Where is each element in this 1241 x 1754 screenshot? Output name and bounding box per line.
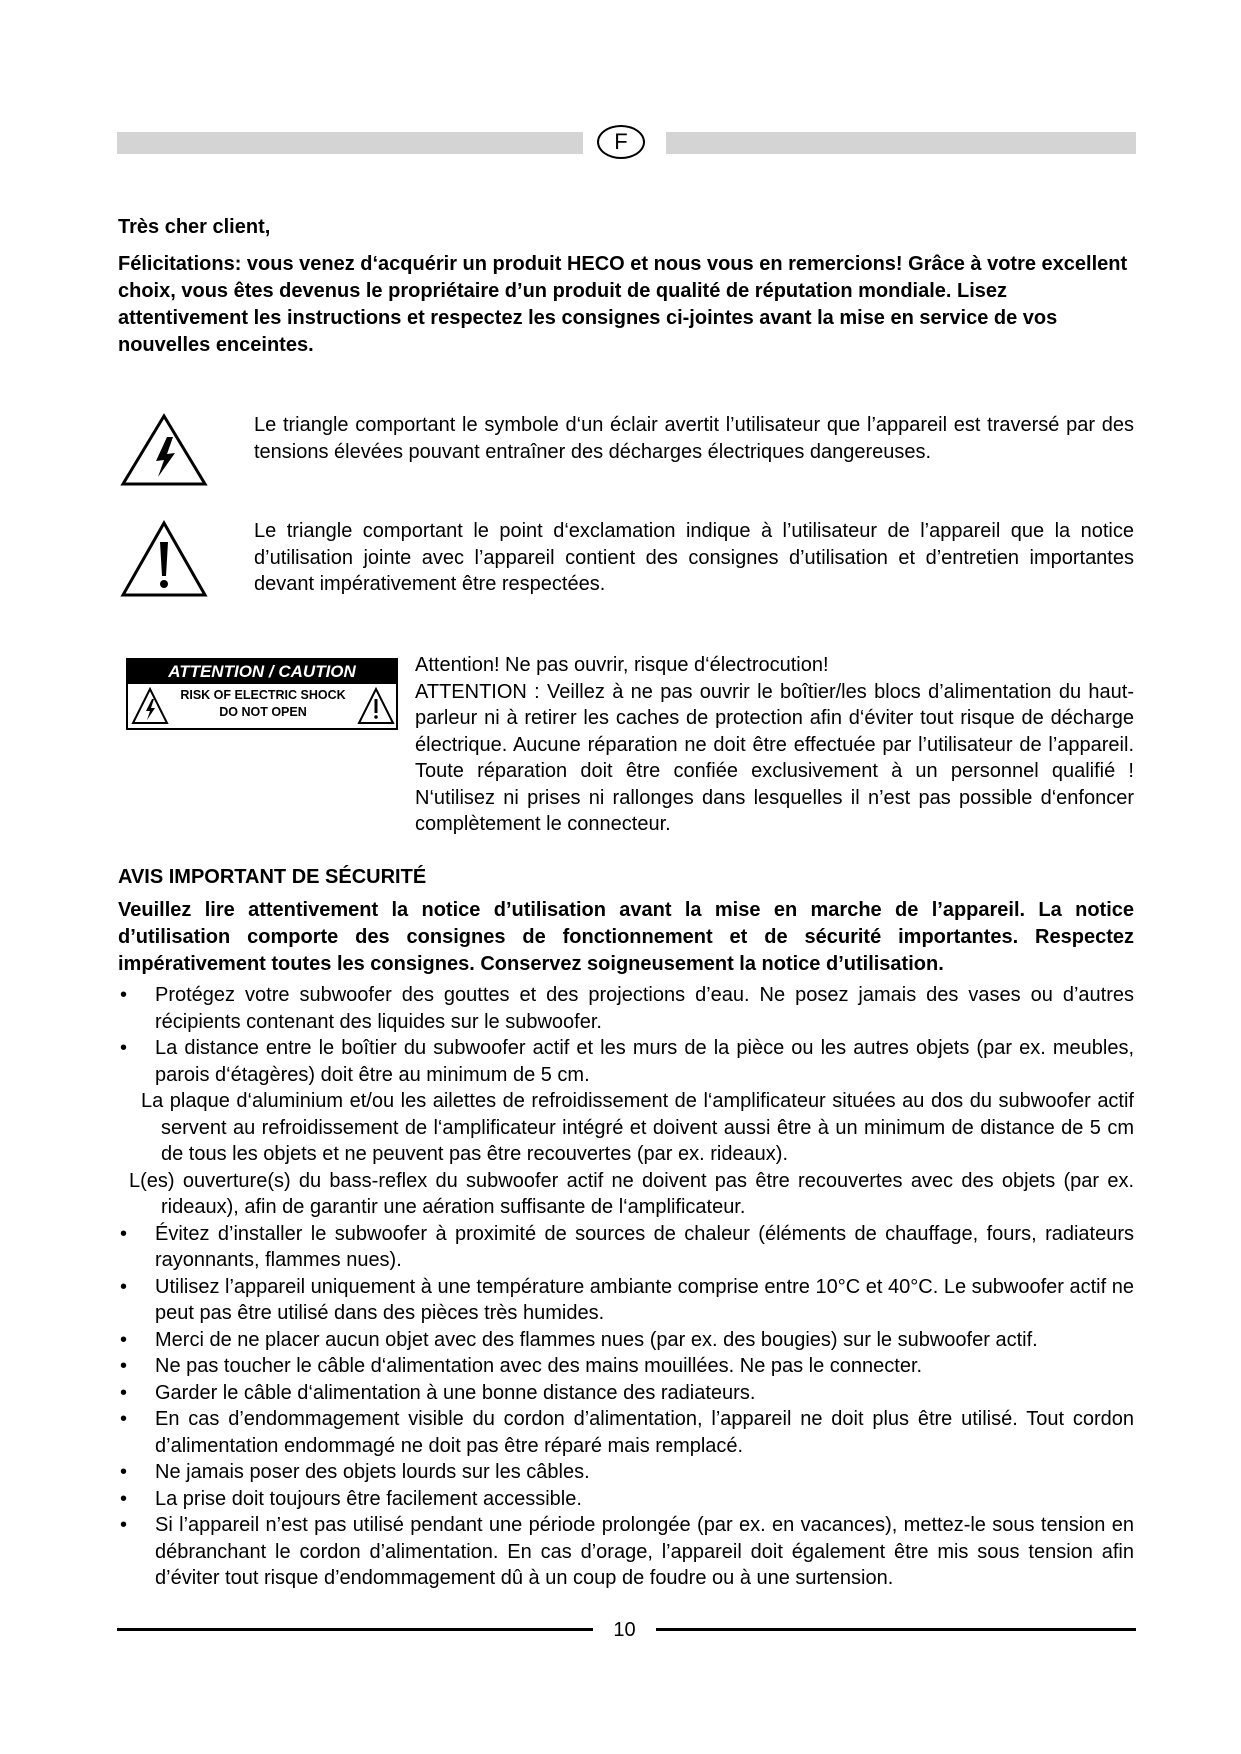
list-item: La plaque d‘aluminium et/ou les ailettes de refroidissement de l‘amplificateur situées au dos du subwoofer actif servent au refroidissement de l‘amplificateur intégré et doivent aussi être à un minimum de distance de 5 cm de tous les objets et ne peuvent pas être recouvertes (par ex. rideaux). bbox=[141, 1090, 1134, 1165]
list-item: • Ne pas toucher le câble d‘alimentation avec des mains mouillées. Ne pas le connecter. bbox=[118, 1353, 1134, 1380]
header-bar-left bbox=[117, 132, 583, 154]
exclamation-triangle-icon bbox=[120, 520, 208, 598]
list-item: • En cas d’endommagement visible du cordon d’alimentation, l’appareil ne doit plus être utilisé. Tout cordon d’alimentation endommagé ne doit pas être réparé mais remplacé. bbox=[118, 1406, 1134, 1459]
caution-exclamation-icon bbox=[357, 687, 395, 725]
list-item: • Utilisez l’appareil uniquement à une température ambiante comprise entre 10°C et 40°C. Le subwoofer actif ne peut pas être utilisé dans des pièces très humides. bbox=[118, 1274, 1134, 1327]
attention-text: ATTENTION : Veillez à ne pas ouvrir le boîtier/les blocs d’alimentation du haut-parleur ni à retirer les caches de protection afin d‘éviter tout risque de décharge électrique. Aucune réparation ne doit être effectuée par l’utilisateur de l’appareil. Toute réparation doit être confiée exclusivement à un personnel qualifié ! N‘utilisez ni prises ni rallonges dans lesquelles il n’est pas possible d‘enfoncer complètement le connecteur. bbox=[415, 680, 1134, 835]
lightning-warning-text: Le triangle comportant le symbole d‘un éclair avertit l’utilisateur que l’appareil est traversé par des tensions élevées pouvant entraîner des décharges électriques dangereuses. bbox=[254, 414, 1134, 463]
greeting: Très cher client, bbox=[118, 216, 271, 238]
list-item: • Évitez d’installer le subwoofer à proximité de sources de chaleur (éléments de chauffage, fours, radiateurs rayonnants, flammes nues). bbox=[118, 1221, 1134, 1274]
intro-paragraph: Félicitations: vous venez d‘acquérir un produit HECO et nous vous en remercions! Grâce à votre excellent choix, vous êtes devenus le propriétaire d’un produit de qualité de réputation mondiale. Lisez attentivement les instructions et respectez les consignes ci-jointes avant la mise en service de vos nouvelles enceintes. bbox=[118, 253, 1128, 356]
list-item: • Protégez votre subwoofer des gouttes et des projections d’eau. Ne posez jamais des vases ou d’autres récipients contenant des liquides sur le subwoofer. bbox=[118, 982, 1134, 1035]
safety-intro: Veuillez lire attentivement la notice d’utilisation avant la mise en marche de l’appareil. La notice d’utilisation comporte des consignes de fonctionnement et de sécurité importantes. Respectez impérativement toutes les consignes. Conservez soigneusement la notice d’utilisation. bbox=[118, 899, 1134, 975]
safety-section-title: AVIS IMPORTANT DE SÉCURITÉ bbox=[118, 866, 427, 888]
caution-label-risk: RISK OF ELECTRIC SHOCK bbox=[180, 688, 346, 702]
attention-block bbox=[415, 652, 1134, 838]
page-number: 10 bbox=[613, 1619, 636, 1641]
caution-lightning-icon bbox=[131, 687, 169, 725]
list-item: L(es) ouverture(s) du bass-reflex du subwoofer actif ne doivent pas être recouvertes avec des objets (par ex. rideaux), afin de garantir une aération suffisante de l‘amplificateur. bbox=[129, 1169, 1134, 1218]
list-item: • Merci de ne placer aucun objet avec des flammes nues (par ex. des bougies) sur le subwoofer actif. bbox=[118, 1327, 1134, 1354]
list-item: • Si l’appareil n’est pas utilisé pendant une période prolongée (par ex. en vacances), mettez-le sous tension en débranchant le cordon d’alimentation. En cas d’orage, l’appareil doit également être mis sous tension afin d’éviter tout risque d’endommagement dû à un coup de foudre ou à une surtension. bbox=[118, 1512, 1134, 1592]
attention-headline: Attention! Ne pas ouvrir, risque d‘électrocution! bbox=[415, 654, 829, 676]
list-item: • La distance entre le boîtier du subwoofer actif et les murs de la pièce ou les autres objets (par ex. meubles, parois d‘étagères) doit être au minimum de 5 cm. bbox=[118, 1035, 1134, 1088]
footer-rule-right bbox=[656, 1628, 1136, 1631]
caution-label-heading: ATTENTION / CAUTION bbox=[128, 660, 396, 684]
lightning-triangle-icon bbox=[120, 413, 208, 487]
list-item: • Ne jamais poser des objets lourds sur les câbles. bbox=[118, 1459, 1134, 1486]
exclamation-warning-text: Le triangle comportant le point d‘exclamation indique à l’utilisateur de l’appareil que la notice d’utilisation jointe avec l’appareil contient des consignes d’utilisation et d’entretien importantes devant impérativement être respectées. bbox=[254, 520, 1134, 595]
safety-list bbox=[118, 982, 1134, 1592]
language-badge: F bbox=[597, 125, 645, 159]
list-item: • Garder le câble d‘alimentation à une bonne distance des radiateurs. bbox=[118, 1380, 1134, 1407]
caution-label bbox=[126, 658, 398, 730]
footer-rule-left bbox=[117, 1628, 593, 1631]
caution-label-do-not-open: DO NOT OPEN bbox=[219, 705, 307, 719]
list-item: • La prise doit toujours être facilement accessible. bbox=[118, 1486, 1134, 1513]
header-bar-right bbox=[666, 132, 1136, 154]
